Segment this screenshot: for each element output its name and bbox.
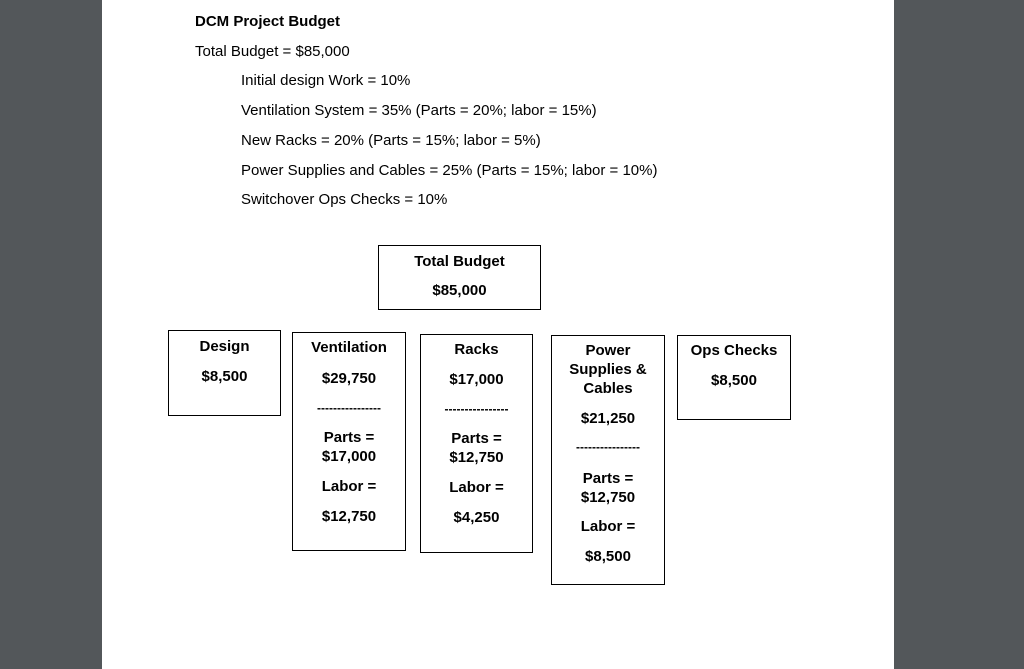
labor-label: Labor = (449, 479, 504, 496)
box-amount: $85,000 (432, 282, 487, 299)
box-divider: ---------------- (576, 440, 640, 454)
box-label: Supplies & (569, 361, 647, 378)
box-divider: ---------------- (444, 402, 509, 416)
design-box (168, 330, 281, 416)
power-supplies-box (551, 335, 665, 585)
box-label: Racks (454, 341, 499, 358)
box-label: Design (199, 338, 250, 355)
labor-amount: $8,500 (585, 548, 631, 565)
box-divider: ---------------- (317, 401, 381, 415)
parts-amount: $17,000 (321, 448, 377, 465)
box-amount: $8,500 (201, 368, 248, 385)
parts-label: Parts = (323, 429, 375, 446)
box-label: Power (585, 342, 631, 359)
item-design: Initial design Work = 10% (241, 72, 411, 89)
document-page (102, 0, 894, 669)
box-amount: $8,500 (711, 372, 757, 389)
total-budget-line: Total Budget = $85,000 (195, 43, 350, 60)
labor-label: Labor = (580, 518, 636, 535)
ventilation-box (292, 332, 406, 551)
box-label: Cables (583, 380, 633, 397)
document-title: DCM Project Budget (195, 13, 341, 30)
box-label: Ops Checks (690, 342, 778, 359)
item-ventilation: Ventilation System = 35% (Parts = 20%; labor = 15%) (241, 102, 597, 119)
parts-label: Parts = (582, 470, 634, 487)
box-amount: $17,000 (449, 371, 504, 388)
parts-amount: $12,750 (580, 489, 636, 506)
box-label: Total Budget (414, 253, 505, 270)
labor-amount: $12,750 (321, 508, 377, 525)
labor-label: Labor = (321, 478, 377, 495)
parts-amount: $12,750 (449, 449, 504, 466)
labor-amount: $4,250 (453, 509, 500, 526)
item-racks: New Racks = 20% (Parts = 15%; labor = 5%) (241, 132, 541, 149)
item-ops-checks: Switchover Ops Checks = 10% (241, 191, 448, 208)
parts-label: Parts = (451, 430, 502, 447)
box-amount: $21,250 (580, 410, 636, 427)
box-amount: $29,750 (321, 370, 377, 387)
racks-box (420, 334, 533, 553)
ops-checks-box (677, 335, 791, 420)
item-power: Power Supplies and Cables = 25% (Parts = 15%; labor = 10%) (241, 162, 658, 179)
box-label: Ventilation (311, 339, 387, 356)
total-budget-box (378, 245, 541, 310)
